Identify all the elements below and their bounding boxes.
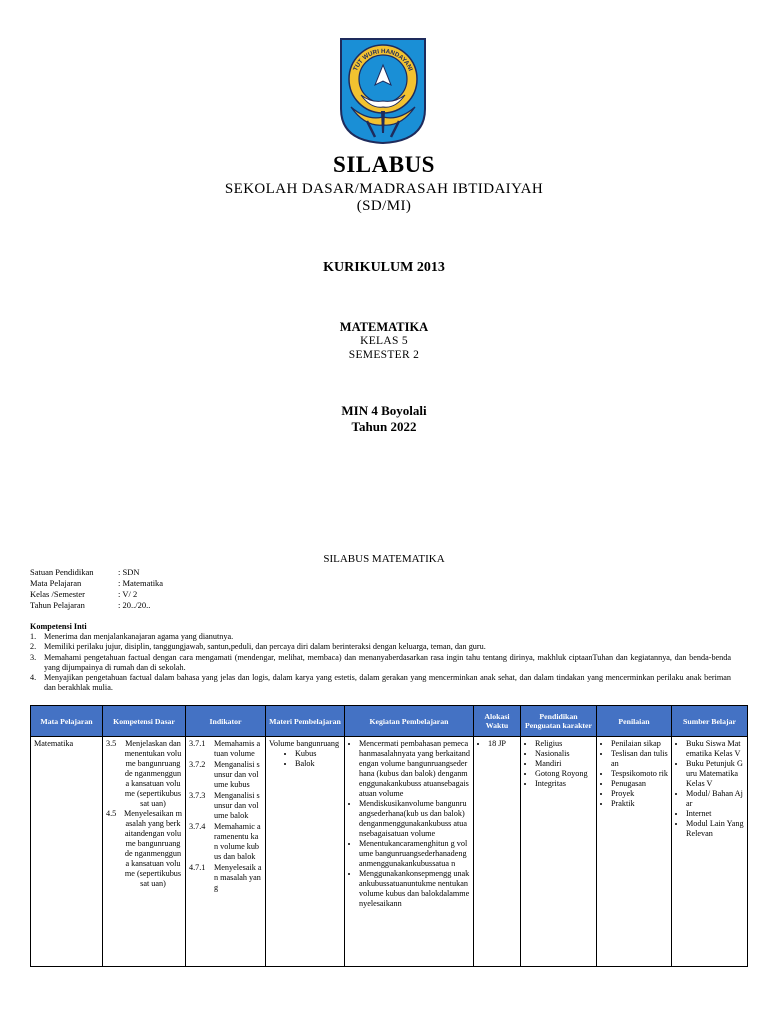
header-penilaian: Penilaian: [597, 706, 672, 737]
penilaian-item: • Proyek: [611, 789, 668, 799]
cell-sumber: [672, 737, 748, 967]
sumber-item: • Modul Lain Yang Relevan: [686, 819, 744, 839]
cell-alokasi: [474, 737, 521, 967]
header-karakter: Pendidikan Penguatan karakter: [521, 706, 597, 737]
penilaian-item: • Praktik: [611, 799, 668, 809]
ki-text: Menyajikan pengetahuan factual dalam bahasa yang jelas dan logis, dalam karya yang estetis, dalam gerakan yang mencerminkan anak sehat, dan dalam tindakan yang mencerminkan perilaku anak beriman dan berakhlak mulia.: [44, 673, 731, 693]
karakter-item: • Nasionalis: [535, 749, 593, 759]
syllabus-table: [30, 705, 748, 967]
alokasi-item: • 18 JP: [488, 739, 517, 749]
table-row: [31, 737, 748, 967]
sumber-item: • Buku Petunjuk Guru Matematika Kelas V: [686, 759, 744, 789]
identity-key: Satuan Pendidikan: [30, 567, 94, 577]
cover-school-level: SEKOLAH DASAR/MADRASAH IBTIDAIYAH: [224, 181, 544, 197]
penilaian-item: • Penilaian sikap: [611, 739, 668, 749]
kd-text: Menjelaskan dan menentukan volume bangunruangde nganmengguna kansatuan volume (sepertikubussat uan): [124, 739, 182, 808]
ki-number: 2.: [30, 642, 37, 652]
ki-number: 4.: [30, 673, 37, 683]
tut-wuri-handayani-logo: [331, 37, 435, 145]
indikator-text: Menyelesaik an masalah yang: [214, 863, 262, 892]
indikator-number: 4.7.1: [189, 863, 206, 872]
penilaian-item: • Teslisan dan tulisan: [611, 749, 668, 769]
header-kompetensi-dasar: Kompetensi Dasar: [103, 706, 186, 737]
ki-number: 1.: [30, 632, 37, 642]
kompetensi-inti-section: [30, 622, 731, 693]
cell-mata-pelajaran: Matematika: [31, 737, 103, 967]
kegiatan-item: • Mencermati pembahasan pemecahanmasalahnyata yang berkaitandengan volume bangunruangsederhana (kubus dan balok) denganmenggunakankubuss atuansebagaisatuan volume: [359, 739, 470, 799]
header-indikator: Indikator: [186, 706, 266, 737]
cell-materi: [266, 737, 345, 967]
karakter-item: • Religius: [535, 739, 593, 749]
sumber-item: • Internet: [686, 809, 744, 819]
header-kegiatan: Kegiatan Pembelajaran: [345, 706, 474, 737]
header-sumber: Sumber Belajar: [672, 706, 748, 737]
identity-key: Mata Pelajaran: [30, 578, 82, 588]
cover-semester: SEMESTER 2: [348, 349, 420, 361]
sumber-item: • Modul/ Bahan Ajar: [686, 789, 744, 809]
identity-row: [30, 578, 258, 589]
ki-text: Menerima dan menjalankanajaran agama yang dianutnya.: [44, 632, 234, 642]
document-title: SILABUS MATEMATIKA: [323, 553, 445, 565]
identity-key: Kelas /Semester: [30, 589, 85, 599]
cover-curriculum: KURIKULUM 2013: [323, 260, 445, 275]
cover-school-name: MIN 4 Boyolali: [341, 403, 427, 418]
indikator-text: Memahamis atuan volume: [214, 739, 261, 758]
cell-kegiatan: [345, 737, 474, 967]
materi-item: • Balok: [295, 759, 341, 769]
materi-text: Volume bangunruang: [269, 739, 340, 748]
svg-text:TUT WURI HANDAYANI: TUT WURI HANDAYANI: [352, 47, 414, 73]
kegiatan-item: • Menentukancaramenghitun g volume bangunruangsederhanadeng anmenggunakankubussatua n: [359, 839, 470, 869]
header-mata-pelajaran: Mata Pelajaran: [31, 706, 103, 737]
identity-value: : Matematika: [118, 578, 164, 588]
identity-value: : SDN: [118, 567, 140, 577]
cell-penilaian: [597, 737, 672, 967]
indikator-item: [189, 739, 262, 759]
header-alokasi: Alokasi Waktu: [474, 706, 521, 737]
kd-item: [106, 809, 182, 889]
cell-kompetensi-dasar: [103, 737, 186, 967]
header-materi: Materi Pembelajaran: [266, 706, 345, 737]
kd-text: Menyelesaikan masalah yang berkaitandengan volume bangunruangde nganmengguna kansatuan volume (sepertikubussat uan): [124, 809, 182, 888]
cover-subject: MATEMATIKA: [339, 320, 429, 334]
sumber-item: • Buku Siswa Matematika Kelas V: [686, 739, 744, 759]
indikator-number: 3.7.3: [189, 791, 206, 800]
karakter-item: • Gotong Royong: [535, 769, 593, 779]
identity-value: : V/ 2: [118, 589, 138, 599]
table-header-row: [31, 706, 748, 737]
cell-karakter: [521, 737, 597, 967]
kegiatan-item: • Mendiskusikanvolume bangunruangsederhana(kub us dan balok) denganmenggunakankubuss atuansebagaisatuan volume: [359, 799, 470, 839]
cover-year: Tahun 2022: [351, 419, 417, 434]
indikator-number: 3.7.1: [189, 739, 206, 748]
penilaian-item: • Penugasan: [611, 779, 668, 789]
identity-row: [30, 567, 258, 578]
identity-block: [30, 567, 258, 611]
kd-item: [106, 739, 182, 809]
indikator-item: [189, 863, 262, 893]
indikator-text: Memahamic aramenentu kan volume kubus dan balok: [214, 822, 261, 861]
indikator-item: [189, 822, 262, 862]
cover-school-level-abbr: (SD/MI): [356, 198, 412, 214]
identity-row: [30, 589, 258, 600]
ki-text: Memiliki perilaku jujur, disiplin, tanggungjawab, santun,peduli, dan percaya diri dalam berinteraksi dengan keluarga, teman, dan guru.: [44, 642, 486, 652]
cover-title: SILABUS: [333, 152, 435, 177]
identity-key: Tahun Pelajaran: [30, 600, 85, 610]
cover-class: KELAS 5: [360, 335, 408, 347]
cell-indikator: [186, 737, 266, 967]
indikator-text: Menganalisi sunsur dan volume balok: [214, 791, 260, 820]
ki-item: [30, 653, 731, 673]
identity-row: [30, 600, 258, 611]
kd-number: 4.5: [106, 809, 117, 818]
kegiatan-item: • Menggunakankonsepmengg unakankubussatuanuntukme nentukan volume kubus dan balokdalammenyelesaikann: [359, 869, 470, 909]
penilaian-item: • Tespsikomoto rik: [611, 769, 668, 779]
ki-item: [30, 632, 731, 642]
kd-number: 3.5: [106, 739, 117, 748]
identity-value: : 20../20..: [118, 600, 151, 610]
ki-text: Memahami pengetahuan factual dengan cara mengamati (mendengar, melihat, membaca) dan menanyaberdasarkan rasa ingin tahu tentang dirinya, makhluk ciptaanTuhan dan kegiatannya, dan benda-benda yang dijumpainya di rumah dan di sekolah.: [44, 652, 731, 672]
materi-item: • Kubus: [295, 749, 341, 759]
indikator-item: [189, 791, 262, 821]
ki-item: [30, 673, 731, 693]
indikator-number: 3.7.4: [189, 822, 206, 831]
indikator-number: 3.7.2: [189, 760, 206, 769]
karakter-item: • Mandiri: [535, 759, 593, 769]
ki-number: 3.: [30, 652, 37, 662]
kompetensi-inti-heading: Kompetensi Inti: [30, 622, 87, 631]
karakter-item: • Integritas: [535, 779, 593, 789]
ki-item: [30, 642, 731, 652]
indikator-text: Menganalisi sunsur dan volume kubus: [214, 760, 260, 789]
indikator-item: [189, 760, 262, 790]
